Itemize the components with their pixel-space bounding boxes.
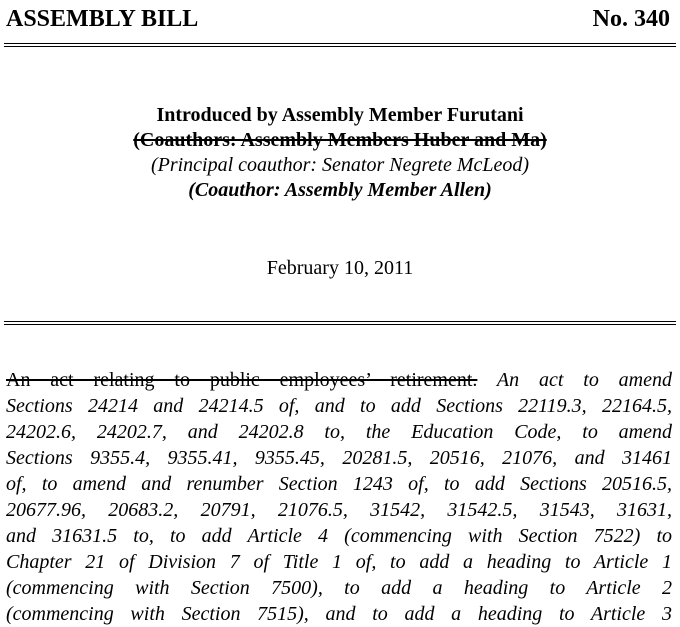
body-line: and 31631.5 to, to add Article 4 (commencing with Section 7522) to bbox=[6, 525, 672, 547]
bill-title-text bbox=[6, 367, 672, 627]
struck-coauthors-line: (Coauthors: Assembly Members Huber and Ma) bbox=[133, 129, 547, 151]
bill-type: ASSEMBLY BILL bbox=[6, 6, 199, 32]
body-line bbox=[6, 367, 672, 393]
body-line-text: An act to amend bbox=[477, 369, 672, 391]
introduction-block bbox=[0, 103, 680, 203]
coauthor-line: (Coauthor: Assembly Member Allen) bbox=[188, 179, 492, 201]
body-line: 24202.6, 24202.7, and 24202.8 to, the Education Code, to amend bbox=[6, 421, 672, 443]
body-line: Sections 9355.4, 9355.41, 9355.45, 20281.5, 20516, 21076, and 31461 bbox=[6, 447, 672, 469]
body-line: Chapter 21 of Division 7 of Title 1 of, to add a heading to Article 1 bbox=[6, 551, 672, 573]
introduction-date: February 10, 2011 bbox=[266, 257, 414, 279]
body-line: 20677.96, 20683.2, 20791, 21076.5, 31542, 31542.5, 31543, 31631, bbox=[6, 499, 672, 521]
bill-header bbox=[6, 4, 670, 34]
top-divider-double bbox=[4, 46, 676, 47]
body-line: Sections 24214 and 24214.5 of, and to add Sections 22119.3, 22164.5, bbox=[6, 395, 672, 417]
bottom-divider-double bbox=[4, 324, 676, 325]
principal-coauthor-line: (Principal coauthor: Senator Negrete McLeod) bbox=[150, 154, 530, 176]
bottom-divider bbox=[4, 321, 676, 322]
top-divider bbox=[4, 43, 676, 44]
introducer-line: Introduced by Assembly Member Furutani bbox=[156, 104, 524, 126]
bill-number: No. 340 bbox=[592, 6, 670, 32]
body-line: (commencing with Section 7515), and to add a heading to Article 3 bbox=[6, 603, 672, 625]
body-line: (commencing with Section 7500), to add a heading to Article 2 bbox=[6, 577, 672, 599]
struck-title: An act relating to public employees’ retirement. bbox=[6, 369, 478, 391]
body-line: of, to amend and renumber Section 1243 of, to add Sections 20516.5, bbox=[6, 473, 672, 495]
